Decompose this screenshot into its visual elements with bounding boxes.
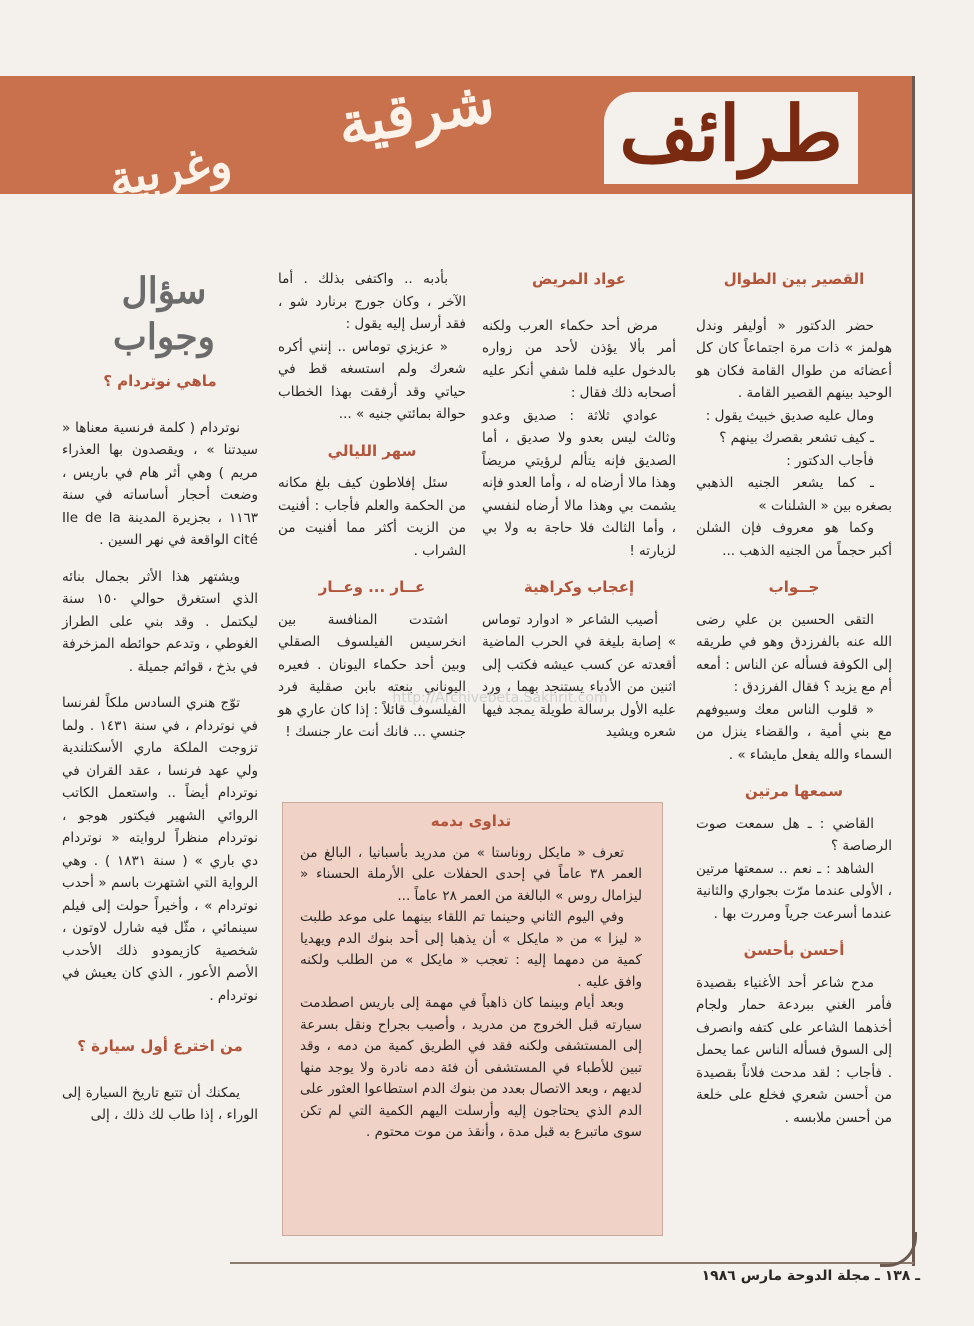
- section-heading: ماهي نوتردام ؟: [103, 372, 217, 390]
- paragraph: عوادي ثلاثة : صديق وعدو وثالث ليس بعدو ولا صديق ، أما الصديق فإنه يتألم لرؤيتي مريضاً وهذا مالا أرضاه له ، وأما العدو فإنه يشمت بي وهذا مالا أرضاه لنفسي ، وأما الثالث فلا حاجة به ولا بي لزيارته !: [482, 407, 676, 559]
- page-title: طرائف: [619, 89, 843, 178]
- paragraph: اشتدت المنافسة بين انخرسيس الفيلسوف الصقلي وبين أحد حكماء اليونان . فعيره اليوناني بنعته بابن صقلية فرد الفيلسوف قائلاً : إذا كان عاري هو جنسي ... فانك أنت عار جنسك !: [278, 611, 466, 740]
- paragraph: ـ كما يشعر الجنيه الذهبي بصغره بين « الشلنات »: [696, 475, 892, 514]
- paragraph: « قلوب الناس معك وسيوفهم مع بني أمية ، والقضاء ينزل من السماء والله يفعل مايشاء » .: [696, 701, 892, 763]
- qa-title-line-2: وجواب: [112, 316, 216, 358]
- paragraph: يمكنك أن تتبع تاريخ السيارة إلى الوراء ، إذا طاب لك ذلك ، إلى: [62, 1084, 258, 1123]
- spacer: [696, 766, 892, 780]
- paragraph: نوتردام ( كلمة فرنسية معناها « سيدتنا » ، ويقصدون بها العذراء مريم ) وهي أثر هام في باريس ، وضعت أحجار أساساته في سنة ١١٦٣ ، بجزيرة المدينة Ile de la cité الواقعة في نهر السين .: [62, 419, 258, 548]
- section-heading: القصير بين الطوال: [723, 270, 865, 288]
- paragraph: أصيب الشاعر « ادوارد توماس » إصابة بليغة في الحرب الماضية أقعدته عن كسب عيشه فكتب إلى اثنين من الأدباء يستنجد بهما ، ورد عليه الأول برسالة طويلة يمجد فيها شعره ويشيد: [482, 611, 676, 740]
- paragraph: فأجاب الدكتور :: [786, 452, 874, 469]
- paragraph: بأدبه .. واكتفى بذلك . أما الآخر ، وكان جورج برنارد شو ، فقد أرسل إليه يقول :: [278, 271, 466, 332]
- spacer: [62, 552, 258, 566]
- spacer: [278, 562, 466, 576]
- page-footer: ـ ١٣٨ ـ مجلة الدوحة مارس ١٩٨٦: [701, 1268, 920, 1284]
- paragraph: ومال عليه صديق خبيث يقول :: [705, 407, 874, 424]
- section-heading: إعجاب وكراهية: [523, 578, 635, 596]
- spacer: [278, 426, 466, 440]
- paragraph: وبعد أيام وبينما كان ذاهباً في مهمة إلى باريس اصطدمت سيارته قبل الخروج من مدريد ، وأصيب بجراح ونقل بسرعة إلى المستشفى ولكنه فقد في الطريق كمية من دمه ، وقد تبين للأطباء في المستشفى أن فئة دمه نادرة ولا يوجد منها لديهم ، وبعد الاتصال بعدد من بنوك الدم استطاعوا العثور على الدم الذي يحتاجون إليه وأرسلت اليهم الكمية التي لم تكن سوى ماتبرع به قبل مدة ، وأنقذ من موت محتوم .: [300, 995, 642, 1140]
- column-1: [696, 268, 892, 1129]
- paragraph: « عزيزي توماس .. إنني أكره شعرك ولم استسغه قط في حياتي وقد أرفقت بهذا الخطاب حوالة بمائتي جنيه » ...: [278, 338, 466, 422]
- box-content: [300, 810, 642, 1144]
- paragraph: توّج هنري السادس ملكاً لفرنسا في نوتردام ، في سنة ١٤٣١ . ولما تزوجت الملكة ماري الأسكتلندية ولي عهد فرنسا ، عقد القران في نوتردام أيضاً .. واستعمل الكاتب الروائي الشهير فيكتور هوجو ، نوتردام منظراً لروايته « نوتردام دي باري » ( سنة ١٨٣١ ) . وهي الرواية التي اشتهرت باسم « أحدب نوتردام » ، وأخيراً حولت إلى فيلم سينمائي ، مثّل فيه شارل لاوتون ، شخصية كازيمودو ذلك الأحدب الأصم الأعور ، الذي كان يعيش في نوتردام .: [62, 695, 259, 1004]
- column-3: [278, 268, 466, 744]
- section-heading: جــواب: [768, 578, 820, 596]
- frame-right-border: [912, 76, 915, 1266]
- banner-subtitle-2: وغربية: [105, 133, 235, 207]
- paragraph: مرض أحد حكماء العرب ولكنه أمر بألا يؤذن لأحد من زواره بالدخول عليه فلما شفي أنكر عليه أصحابه ذلك فقال :: [482, 317, 676, 401]
- section-heading: أحسن بأحسن: [743, 941, 845, 959]
- spacer: [62, 1007, 258, 1021]
- paragraph: تعرف « مايكل روناستا » من مدريد بأسبانيا ، البالغ من العمر ٣٨ عاماً في إحدى الحفلات على الأرملة الحسناء « ليزامال روس » البالغة من العمر ٢٨ عاماً ...: [300, 844, 642, 904]
- spacer: [696, 301, 892, 315]
- section-heading: تداوى بدمه: [430, 812, 512, 830]
- spacer: [482, 562, 676, 576]
- paragraph: حضر الدكتور « أوليفر وندل هولمز » ذات مرة اجتماعاً كان كل أعضائه من طوال القامة فكان هو الوحيد بينهم القصير القامة .: [696, 317, 892, 401]
- paragraph: وكما هو معروف فإن الشلن أكبر حجماً من الجنيه الذهب ...: [696, 520, 892, 559]
- frame-bottom-border: [230, 1262, 914, 1264]
- paragraph: سئل إفلاطون كيف بلغ مكانه من الحكمة والعلم فأجاب : أفنيت من الزيت أكثر مما أفنيت من الشراب .: [278, 475, 466, 559]
- spacer: [62, 1068, 258, 1082]
- section-heading: سهر الليالي: [327, 441, 417, 460]
- section-heading: عــار ... وعــار: [318, 578, 426, 596]
- column-4: [62, 370, 258, 1127]
- banner-subtitle-1: شرقية: [333, 67, 499, 159]
- spacer: [696, 925, 892, 939]
- section-heading: من اخترع أول سيارة ؟: [77, 1037, 243, 1055]
- section-heading: عواد المريض: [532, 270, 626, 288]
- qa-title: [74, 268, 254, 360]
- paragraph: الشاهد : ـ نعم .. سمعتها مرتين ، الأولى عندما مرّت بجواري والثانية عندما أسرعت جرياً ومررت بها .: [696, 860, 892, 922]
- spacer: [696, 562, 892, 576]
- spacer: [62, 1021, 258, 1035]
- paragraph: القاضي : ـ هل سمعت صوت الرصاصة ؟: [696, 815, 892, 854]
- paragraph: التقى الحسين بن علي رضى الله عنه بالفرزدق وهو في طريقه إلى الكوفة فسأله عن الناس : أمعه أم مع يزيد ؟ فقال الفرزدق :: [696, 611, 892, 695]
- spacer: [482, 301, 676, 315]
- section-heading: سمعها مرتين: [745, 782, 843, 800]
- paragraph: وفي اليوم الثاني وحينما تم اللقاء بينهما على موعد طلبت « ليزا » من « مايكل » أن يذهبا إلى أحد بنوك الدم ويهديا كمية من دمهما إليه : تعجب « مايكل » من الطلب ولكنه وافق عليه .: [300, 909, 642, 990]
- qa-title-line-1: سؤال: [121, 270, 207, 312]
- watermark-url: http://Archivebeta.Sakhrit.com: [392, 690, 608, 706]
- spacer: [62, 403, 258, 417]
- spacer: [62, 678, 258, 692]
- paragraph: ـ كيف تشعر بقصرك بينهم ؟: [719, 430, 874, 446]
- paragraph: مدح شاعر أحد الأغنياء بقصيدة فأمر الغني ببردعة حمار ولجام أخذهما الشاعر على كتفه وانصرف إلى السوق فسأله الناس عما يحمل . فأجاب : لقد مدحت فلاناً بقصيدة من أحسن شعري فخلع على خلعة من أحسن ملابسه .: [696, 974, 892, 1126]
- paragraph: ويشتهر هذا الأثر بجمال بنائه الذي استغرق حوالي ١٥٠ سنة ليكتمل . وقد بني على الطراز الغوطي ، وتدعم حوائطه المزخرفة في بذخ ، قوائم جميلة .: [62, 568, 258, 675]
- column-2: [482, 268, 676, 744]
